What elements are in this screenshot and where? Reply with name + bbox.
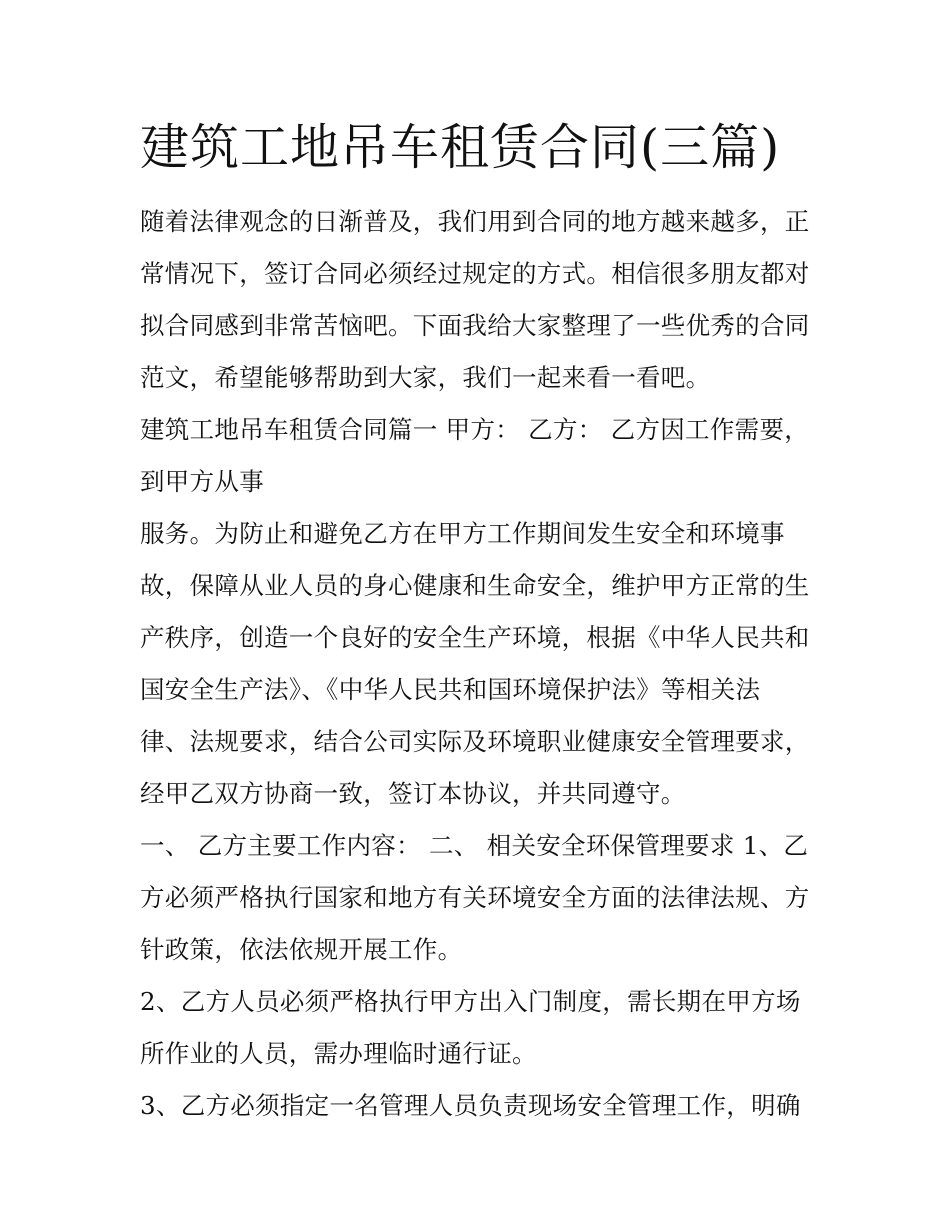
text-line: 到甲方从事 xyxy=(140,467,264,496)
text-line: 一、 乙方主要工作内容： 二、 相关安全环保管理要求 1、乙 xyxy=(140,831,809,860)
text-line: 常情况下，签订合同必须经过规定的方式。相信很多朋友都对 xyxy=(140,259,810,288)
document-title: 建筑工地吊车租赁合同(三篇) xyxy=(140,119,781,176)
text-line: 建筑工地吊车租赁合同篇一 甲方： 乙方： 乙方因工作需要， xyxy=(140,415,810,444)
text-line: 3、乙方必须指定一名管理人员负责现场安全管理工作，明确 xyxy=(140,1091,801,1120)
text-line: 产秩序，创造一个良好的安全生产环境，根据《中华人民共和 xyxy=(140,623,810,652)
text-line: 范文，希望能够帮助到大家，我们一起来看一看吧。 xyxy=(140,363,711,392)
text-line: 2、乙方人员必须严格执行甲方出入门制度，需长期在甲方场 xyxy=(140,987,801,1016)
document-body xyxy=(140,196,820,1132)
text-line: 随着法律观念的日渐普及，我们用到合同的地方越来越多，正 xyxy=(140,207,810,236)
text-line: 针政策，依法依规开展工作。 xyxy=(140,935,463,964)
text-line: 所作业的人员，需办理临时通行证。 xyxy=(140,1039,537,1068)
text-line: 服务。为防止和避免乙方在甲方工作期间发生安全和环境事 xyxy=(140,519,785,548)
text-line: 拟合同感到非常苦恼吧。下面我给大家整理了一些优秀的合同 xyxy=(140,311,810,340)
text-line: 方必须严格执行国家和地方有关环境安全方面的法律法规、方 xyxy=(140,883,810,912)
text-line: 律、法规要求，结合公司实际及环境职业健康安全管理要求， xyxy=(140,727,810,756)
text-line: 国安全生产法》、《中华人民共和国环境保护法》等相关法 xyxy=(140,675,761,704)
text-line: 经甲乙双方协商一致，签订本协议，并共同遵守。 xyxy=(140,779,686,808)
text-line: 故，保障从业人员的身心健康和生命安全，维护甲方正常的生 xyxy=(140,571,810,600)
